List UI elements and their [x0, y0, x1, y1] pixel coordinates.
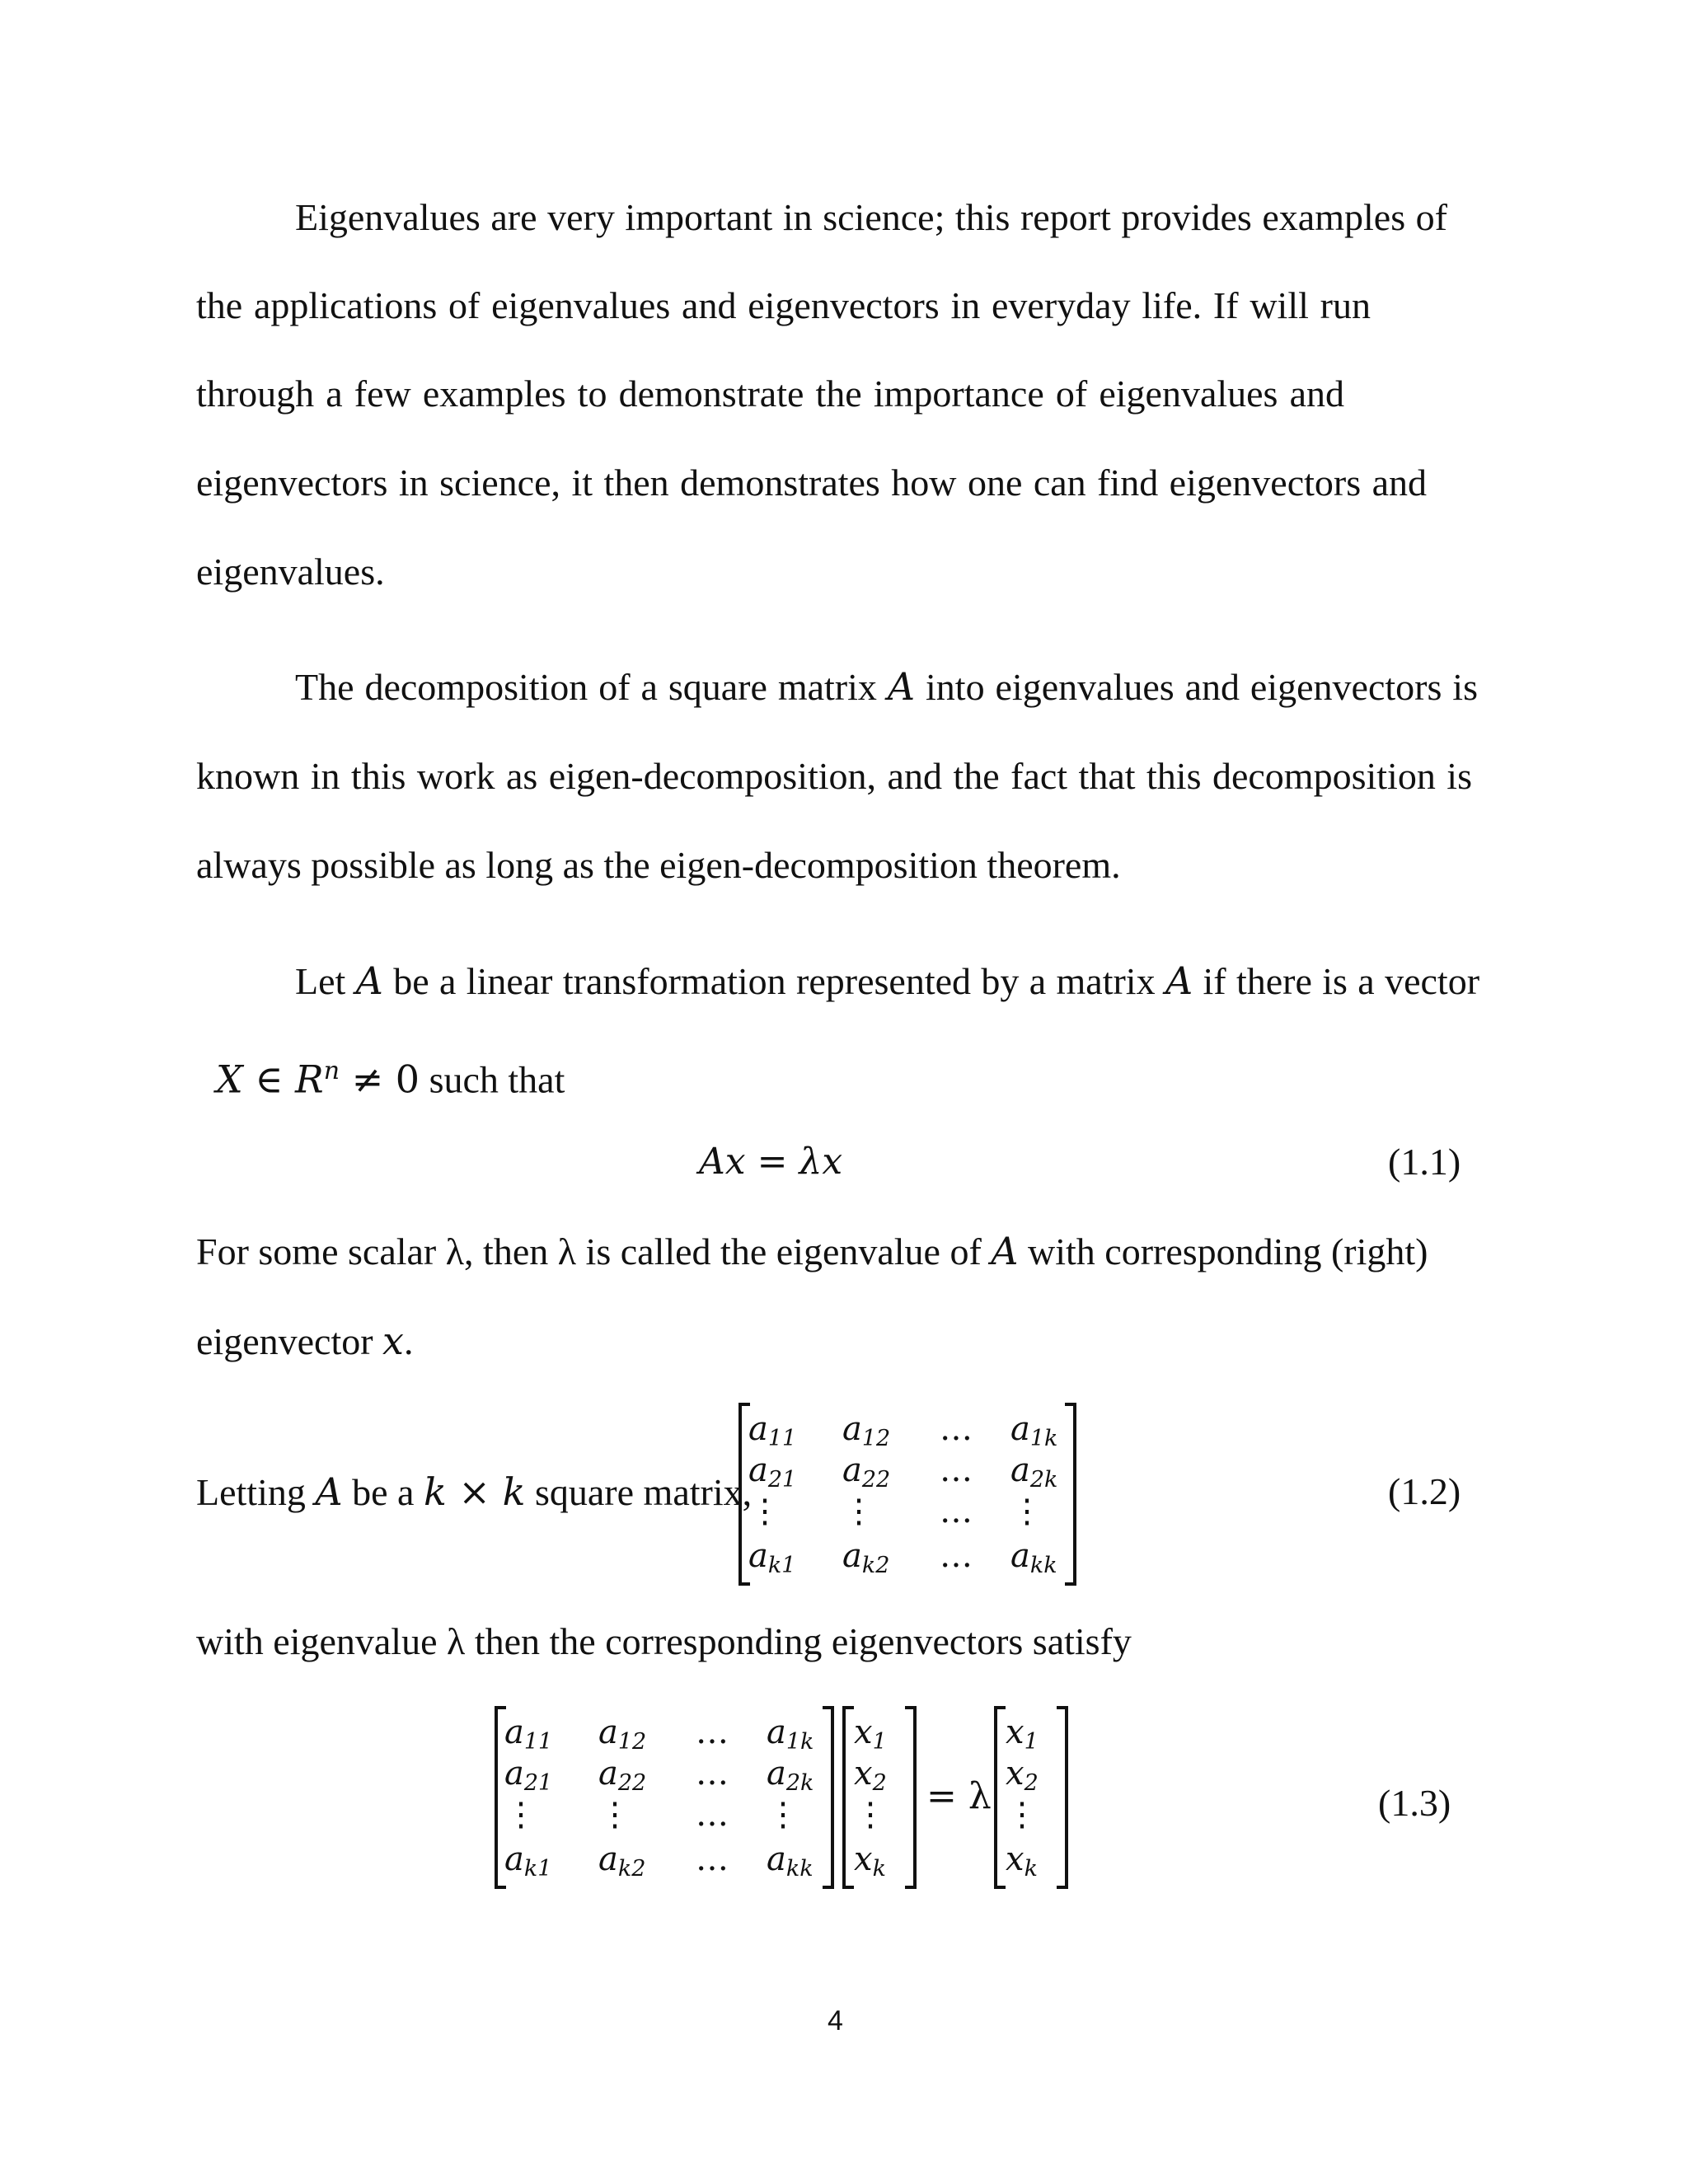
matrix-a-1-2	[738, 1403, 1076, 1586]
equation-number-1-1: (1.1)	[1388, 1141, 1461, 1183]
equation-number-1-2: (1.2)	[1388, 1470, 1461, 1512]
matrix-cell-subscript: 12	[617, 1729, 647, 1755]
matrix-cell-subscript: 21	[767, 1467, 797, 1493]
matrix-cell-base: a	[598, 1755, 618, 1793]
matrix-cell	[598, 1840, 646, 1882]
matrix-cell-base: a	[598, 1840, 618, 1878]
matrix-cell-base: …	[696, 1840, 729, 1878]
bracket-corner	[842, 1706, 854, 1709]
matrix-cell-base: x	[854, 1755, 873, 1793]
paragraph-1-line-3: through a few examples to demonstrate the importance of eigenvalues and	[196, 373, 1344, 415]
matrix-cell	[748, 1451, 797, 1493]
matrix-cell	[748, 1492, 781, 1531]
matrix-cell	[854, 1840, 886, 1882]
matrix-cell	[767, 1840, 814, 1882]
matrix-cell-subscript: 21	[523, 1770, 553, 1796]
bracket-corner	[823, 1886, 834, 1889]
matrix-cell-base: …	[696, 1796, 729, 1834]
matrix-cell-base: …	[696, 1755, 729, 1793]
paragraph-5-line-1: with eigenvalue λ then the corresponding eigenvectors satisfy	[196, 1620, 1132, 1662]
matrix-cell-subscript: 1	[1024, 1729, 1039, 1755]
bracket-corner	[994, 1886, 1006, 1889]
matrix-cell	[1006, 1795, 1039, 1835]
equation-number-1-3: (1.3)	[1378, 1782, 1451, 1824]
matrix-cell	[748, 1409, 796, 1449]
page-number: 4	[828, 2005, 843, 2036]
paragraph-4-line-1: For some scalar λ, then λ is called the eigenvalue of A with corresponding (right)	[196, 1229, 1428, 1273]
matrix-cell	[1010, 1409, 1057, 1449]
matrix-cell-base: a	[767, 1713, 786, 1751]
bracket-corner	[842, 1886, 854, 1889]
matrix-cell	[1006, 1754, 1039, 1796]
paragraph-1-line-4: eigenvectors in science, it then demonstrates how one can find eigenvectors and	[196, 462, 1427, 504]
bracket-corner	[1065, 1582, 1076, 1586]
matrix-cell	[598, 1795, 631, 1835]
matrix-cell-subscript: k1	[767, 1553, 796, 1578]
equation-1-2-lead-text: Letting A be a k × k square matrix,	[196, 1469, 753, 1514]
matrix-cell-subscript: 11	[523, 1729, 553, 1755]
matrix-cell	[1010, 1451, 1058, 1493]
matrix-cell-base: a	[1010, 1451, 1030, 1489]
paragraph-1-line-1: Eigenvalues are very important in science; this report provides examples of	[295, 196, 1447, 238]
matrix-cell-base: ⋮	[504, 1796, 537, 1834]
matrix-cell	[940, 1492, 973, 1531]
matrix-cell	[504, 1795, 537, 1835]
matrix-cell	[1006, 1713, 1039, 1755]
paragraph-3-line-2: X ∈ $R^n \ne 0$ such that	[216, 1057, 565, 1102]
matrix-cell	[504, 1754, 553, 1796]
matrix-cell	[842, 1451, 891, 1493]
matrix-cell-base: a	[1010, 1537, 1030, 1575]
matrix-cell-base: x	[854, 1713, 873, 1751]
matrix-cell-base: x	[1006, 1840, 1025, 1878]
paragraph-4-line-2: eigenvector x.	[196, 1319, 414, 1363]
matrix-cell-base: ⋮	[842, 1493, 875, 1530]
matrix-cell-subscript: k2	[861, 1553, 890, 1578]
matrix-cell	[748, 1536, 795, 1576]
matrix-cell-subscript: kk	[1029, 1553, 1057, 1578]
matrix-cell-base: ⋮	[1006, 1796, 1039, 1834]
matrix-cell	[767, 1713, 814, 1755]
equation-1-3-equals-lambda: = λ	[926, 1775, 992, 1817]
matrix-cell-subscript: 1	[872, 1729, 887, 1755]
vector-x-left	[842, 1706, 917, 1889]
matrix-cell-base: …	[696, 1713, 729, 1751]
matrix-cell-base: x	[1006, 1713, 1025, 1751]
matrix-cell	[842, 1536, 889, 1576]
matrix-cell-subscript: 2k	[1029, 1467, 1058, 1493]
matrix-cell	[940, 1451, 973, 1490]
matrix-cell	[854, 1795, 887, 1835]
matrix-cell-base: …	[940, 1493, 973, 1530]
matrix-cell-subscript: 2k	[785, 1770, 814, 1796]
matrix-cell-base: …	[940, 1537, 973, 1575]
bracket-corner	[905, 1886, 917, 1889]
matrix-cell-base: a	[1010, 1410, 1030, 1448]
vector-x-right	[994, 1706, 1068, 1889]
bracket-corner	[994, 1706, 1006, 1709]
matrix-cell	[854, 1713, 887, 1755]
matrix-cell-subscript: k2	[617, 1856, 646, 1882]
matrix-cell-subscript: 2	[872, 1770, 887, 1796]
paragraph-2-line-1: The decomposition of a square matrix A into eigenvalues and eigenvectors is	[295, 664, 1478, 709]
bracket-corner	[905, 1706, 917, 1709]
matrix-cell-base: a	[504, 1840, 524, 1878]
matrix-cell-base: a	[748, 1451, 768, 1489]
matrix-cell	[854, 1754, 887, 1796]
matrix-cell-subscript: k1	[523, 1856, 552, 1882]
matrix-cell-subscript: 1k	[785, 1729, 814, 1755]
matrix-cell-subscript: kk	[785, 1856, 814, 1882]
matrix-cell-subscript: 22	[617, 1770, 647, 1796]
bracket-corner	[823, 1706, 834, 1709]
matrix-cell-base: ⋮	[854, 1796, 887, 1834]
matrix-cell-base: ⋮	[598, 1796, 631, 1834]
matrix-cell-subscript: 2	[1024, 1770, 1039, 1796]
matrix-cell-base: a	[748, 1537, 768, 1575]
matrix-cell-subscript: 12	[861, 1426, 891, 1451]
matrix-cell	[1010, 1536, 1057, 1576]
matrix-cell-base: a	[842, 1451, 862, 1489]
matrix-cell	[767, 1754, 814, 1796]
matrix-symbol-a: A	[887, 664, 916, 709]
equation-1-1-body: Ax = λx	[699, 1141, 843, 1183]
matrix-cell-base: x	[854, 1840, 873, 1878]
paragraph-2-line-3: always possible as long as the eigen-decomposition theorem.	[196, 844, 1121, 886]
matrix-cell-base: a	[748, 1410, 768, 1448]
matrix-a-1-3	[495, 1706, 834, 1889]
matrix-cell-subscript: 22	[861, 1467, 891, 1493]
matrix-cell	[842, 1409, 890, 1449]
matrix-cell-base: a	[767, 1840, 786, 1878]
paragraph-3-line-1: Let A be a linear transformation represented by a matrix A if there is a vector	[295, 958, 1480, 1003]
matrix-cell	[598, 1713, 647, 1755]
matrix-cell-base: a	[504, 1755, 524, 1793]
bracket-corner	[1065, 1403, 1076, 1406]
matrix-cell-base: …	[940, 1451, 973, 1489]
matrix-cell	[767, 1795, 799, 1835]
matrix-cell-base: ⋮	[767, 1796, 799, 1834]
matrix-cell	[696, 1795, 729, 1835]
bracket-corner	[1057, 1886, 1068, 1889]
matrix-cell	[940, 1409, 973, 1449]
matrix-cell	[696, 1754, 729, 1793]
paragraph-2-line-2: known in this work as eigen-decomposition, and the fact that this decomposition is	[196, 755, 1472, 797]
matrix-cell	[940, 1536, 973, 1576]
matrix-cell-base: a	[598, 1713, 618, 1751]
matrix-cell-subscript: k	[1024, 1856, 1038, 1882]
matrix-cell-base: x	[1006, 1755, 1025, 1793]
matrix-cell	[504, 1840, 552, 1882]
bracket-corner	[1057, 1706, 1068, 1709]
matrix-cell-subscript: 11	[767, 1426, 797, 1451]
matrix-cell-base: a	[767, 1755, 786, 1793]
paragraph-1-line-2: the applications of eigenvalues and eigenvectors in everyday life. If will run	[196, 284, 1371, 326]
matrix-cell-base: …	[940, 1410, 973, 1448]
matrix-cell	[696, 1713, 729, 1752]
matrix-cell	[598, 1754, 647, 1796]
matrix-cell	[1010, 1492, 1043, 1531]
matrix-cell	[696, 1840, 729, 1879]
matrix-cell-base: a	[842, 1410, 862, 1448]
matrix-cell-base: a	[842, 1537, 862, 1575]
matrix-cell	[504, 1713, 553, 1755]
matrix-cell-subscript: 1k	[1029, 1426, 1058, 1451]
bracket-corner	[495, 1706, 506, 1709]
bracket-corner	[495, 1886, 506, 1889]
paragraph-1-line-5: eigenvalues.	[196, 551, 385, 593]
bracket-corner	[738, 1582, 750, 1586]
matrix-cell	[842, 1492, 875, 1531]
bracket-corner	[738, 1403, 750, 1406]
matrix-cell-base: ⋮	[748, 1493, 781, 1530]
matrix-cell	[1006, 1840, 1038, 1882]
matrix-cell-base: a	[504, 1713, 524, 1751]
matrix-cell-subscript: k	[872, 1856, 886, 1882]
matrix-cell-base: ⋮	[1010, 1493, 1043, 1530]
